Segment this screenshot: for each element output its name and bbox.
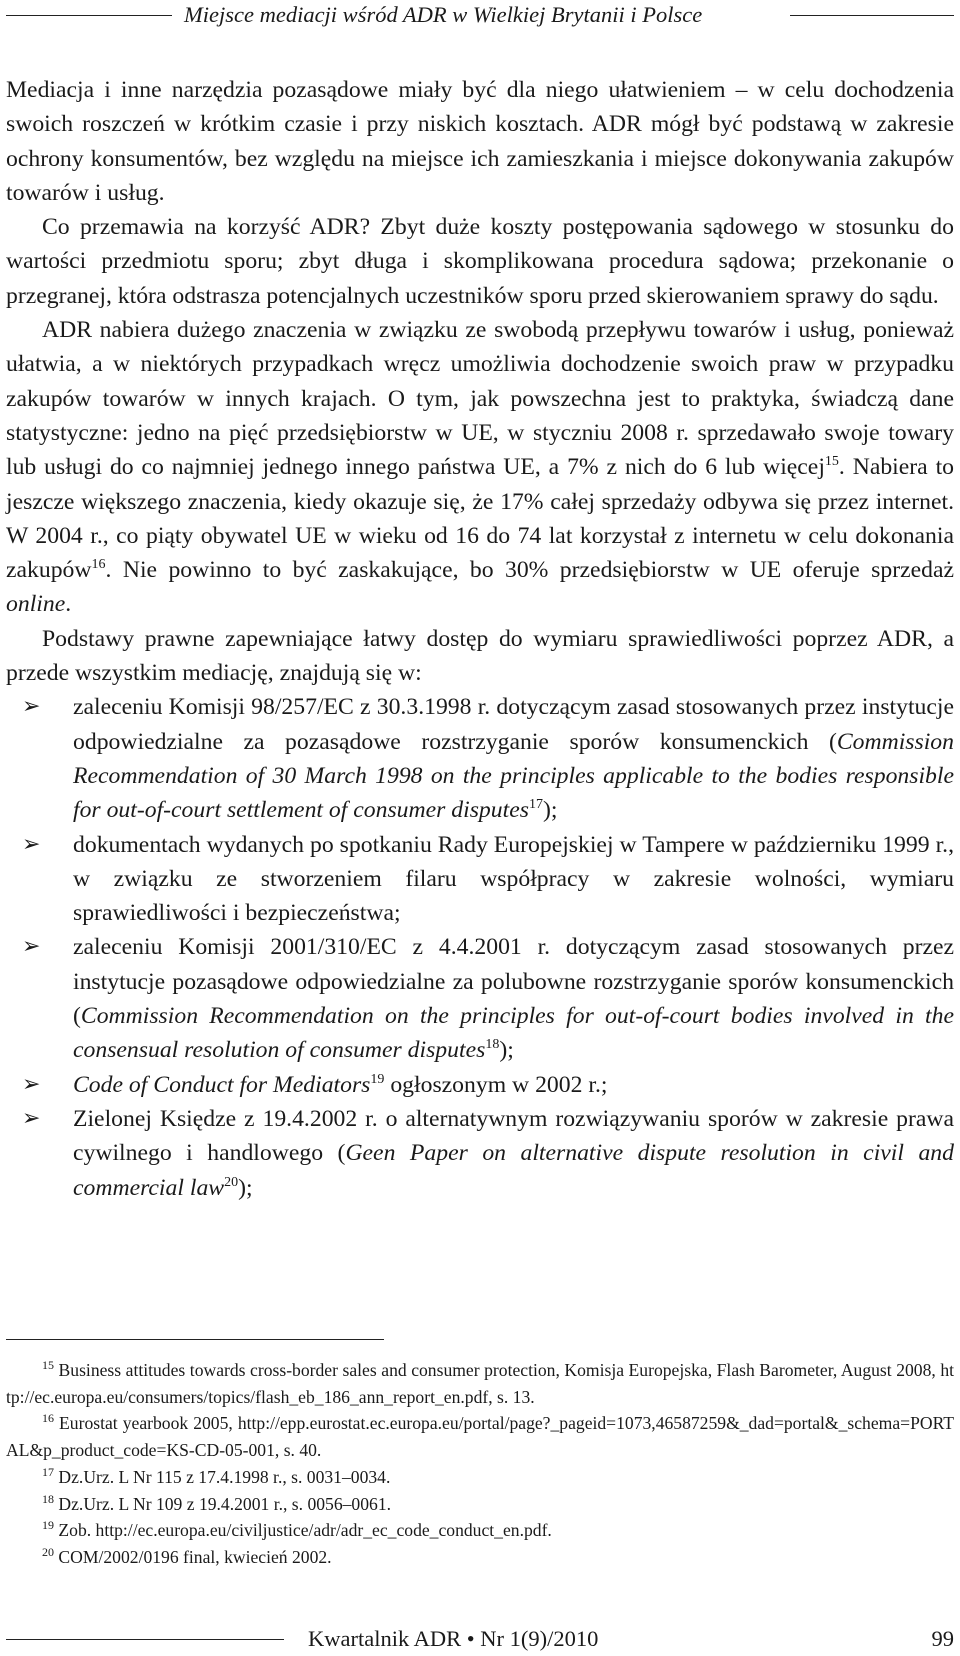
text-run: ); xyxy=(499,1037,514,1064)
footnote-number: 18 xyxy=(42,1491,54,1506)
footnote xyxy=(6,1464,954,1491)
list-item xyxy=(6,690,954,827)
paragraph-1: Mediacja i inne narzędzia pozasądowe miały być dla niego ułatwieniem – w celu dochodzenia swoich roszczeń w krótkim czasie i przy niskich kosztach. ADR mógł być podstawą w zakresie ochrony konsumentów, bez względu na miejsce ich zamieszkania i miejsce dokonywania zakupów towarów i usług. xyxy=(6,77,954,206)
footer-rule xyxy=(6,1639,284,1640)
text-run: ADR nabiera dużego znaczenia w związku ze swobodą przepływu towarów i usług, ponieważ ułatwia, a w niektórych przypadkach wręcz umożliwia dochodzenie swoich praw w przypadku zakupów towarów w innych krajach. O tym, jak powszechna jest to praktyka, świadczą dane statystyczne: jedno na pięć przedsiębiorstw w UE, w styczniu 2008 r. sprzedawało swoje towary lub usługi do co najmniej jednego innego państwa UE, a 7% z nich do 6 lub więcej xyxy=(6,317,954,481)
arrow-bullet-icon: ➢ xyxy=(22,694,41,720)
text-run: zaleceniu Komisji 2001/310/EC z 4.4.2001 r. dotyczącym zasad stosowanych przez instytucje pozasądowe odpowiedzialne za polubowne rozstrzyganie sporów konsumenckich ( xyxy=(73,934,954,1030)
footnote-ref: 19 xyxy=(370,1071,385,1087)
footnote-ref: 17 xyxy=(528,797,543,813)
footnote-ref: 18 xyxy=(485,1037,500,1053)
text-run: . Nabiera to jeszcze większego znaczenia, kiedy okazuje się, że 17% całej sprzedaży odbywa się przez internet. W 2004 r., co piąty obywatel UE w wieku od 16 do 74 lat korzystał z internetu w celu dokonania zakupów xyxy=(6,454,954,584)
running-footer xyxy=(0,1623,960,1653)
italic-title: Geen Paper on alternative dispute resolution in civil and commercial law xyxy=(73,1140,954,1201)
text-run: . Nie powinno to być zaskakujące, bo 30% przedsiębiorstw w UE oferuje sprzedaż xyxy=(105,557,954,584)
journal-title: Kwartalnik ADR • Nr 1(9)/2010 xyxy=(308,1626,599,1651)
footnote-text: COM/2002/0196 final, kwiecień 2002. xyxy=(58,1546,332,1567)
text-run: . xyxy=(65,591,72,618)
footnote-number: 16 xyxy=(42,1411,54,1426)
footnote-text: Dz.Urz. L Nr 109 z 19.4.2001 r., s. 0056–0061. xyxy=(58,1493,392,1514)
list-item xyxy=(6,1102,954,1205)
footnote-text: Zob. http://ec.europa.eu/civiljustice/adr/adr_ec_code_conduct_en.pdf. xyxy=(58,1520,552,1541)
header-rule-right xyxy=(790,15,954,16)
text-run: ogłoszonym w 2002 r.; xyxy=(384,1071,608,1098)
text-run: ); xyxy=(238,1174,253,1201)
footnote-number: 19 xyxy=(42,1518,54,1533)
footnote xyxy=(6,1491,954,1518)
italic-title: Commission Recommendation on the principles for out-of-court bodies involved in the consensual resolution of consumer disputes xyxy=(73,1003,954,1064)
italic-title: Commission Recommendation of 30 March 1998 on the principles applicable to the bodies responsible for out-of-court settlement of consumer disputes xyxy=(73,728,954,824)
text-run: Zielonej Księdze z 19.4.2002 r. o alternatywnym rozwiązywaniu sporów w zakresie prawa cywilnego i handlowego ( xyxy=(73,1105,954,1167)
footnote-number: 17 xyxy=(42,1464,54,1479)
main-text xyxy=(6,73,954,1205)
footnote-text: Eurostat yearbook 2005, http://epp.eurostat.ec.europa.eu/portal/page?_pageid=1073,46587259&_dad=portal&_schema=PORTAL&p_product_code=KS-CD-05-001, s. 40. xyxy=(6,1413,954,1461)
text-run: ); xyxy=(542,797,558,824)
italic-term: online xyxy=(6,591,66,618)
footnote-ref: 20 xyxy=(224,1174,239,1190)
footnotes xyxy=(6,1357,954,1571)
footnote xyxy=(6,1517,954,1544)
paragraph-4: Podstawy prawne zapewniające łatwy dostęp do wymiaru sprawiedliwości poprzez ADR, a przede wszystkim mediację, znajdują się w: xyxy=(6,625,954,687)
list-item xyxy=(6,1068,954,1102)
list-item xyxy=(6,930,954,1067)
italic-title: Code of Conduct for Mediators xyxy=(73,1071,371,1098)
arrow-bullet-icon: ➢ xyxy=(22,1105,41,1131)
footnote-text: Business attitudes towards cross-border sales and consumer protection, Komisja Europejska, Flash Barometer, August 2008, http://ec.europa.eu/consumers/topics/flash_eb_186_ann_report_en.pdf, s. 13. xyxy=(6,1360,954,1407)
arrow-bullet-icon: ➢ xyxy=(22,1071,41,1097)
footnote xyxy=(6,1357,954,1410)
page-number: 99 xyxy=(931,1626,954,1651)
paragraph-3 xyxy=(6,313,954,622)
footnote-separator xyxy=(6,1339,384,1340)
list-item xyxy=(6,828,954,931)
footnote-number: 15 xyxy=(42,1358,54,1373)
footnote xyxy=(6,1410,954,1463)
footnote-ref: 15 xyxy=(824,454,839,470)
footnote-text: Dz.Urz. L Nr 115 z 17.4.1998 r., s. 0031–0034. xyxy=(58,1466,391,1487)
header-title: Miejsce mediacji wśród ADR w Wielkiej Brytanii i Polsce xyxy=(184,2,703,27)
text-run: dokumentach wydanych po spotkaniu Rady Europejskiej w Tampere w październiku 1999 r., w związku ze stworzeniem filaru współpracy w zakresie wolności, wymiaru sprawiedliwości i bezpieczeństwa; xyxy=(73,831,954,927)
text-run: zaleceniu Komisji 98/257/EC z 30.3.1998 r. dotyczącym zasad stosowanych przez instytucje odpowiedzialne za pozasądowe rozstrzyganie sporów konsumenckich ( xyxy=(73,694,954,755)
legal-basis-list xyxy=(6,690,954,1204)
arrow-bullet-icon: ➢ xyxy=(22,831,41,857)
footnote-number: 20 xyxy=(42,1545,54,1560)
footnote-ref: 16 xyxy=(91,557,106,573)
header-rule-left xyxy=(6,15,172,16)
running-header xyxy=(0,0,960,30)
footnote xyxy=(6,1544,954,1571)
paragraph-2: Co przemawia na korzyść ADR? Zbyt duże koszty postępowania sądowego w stosunku do wartości przedmiotu sporu; zbyt długa i skomplikowana procedura sądowa; przekonanie o przegranej, która odstrasza potencjalnych uczestników sporu przed skierowaniem sprawy do sądu. xyxy=(6,214,954,309)
arrow-bullet-icon: ➢ xyxy=(22,934,41,960)
